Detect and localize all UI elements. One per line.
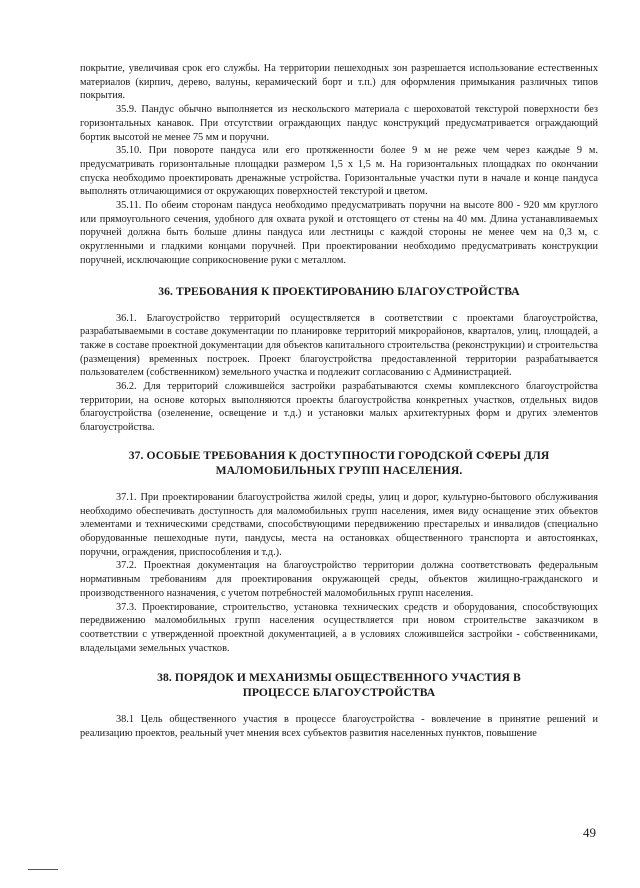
paragraph-38-1: 38.1 Цель общественного участия в процессе благоустройства - вовлечение в принятие решений и реализацию проектов, реальный учет мнения всех субъектов развития населенных пунктов, повышение (80, 714, 598, 740)
footer-divider (28, 869, 58, 870)
paragraph-37-1: 37.1. При проектировании благоустройства жилой среды, улиц и дорог, культурно-бытового обслуживания необходимо обеспечивать доступность для маломобильных групп населения, имея виду оснащение этих объектов элементами и техническими средствами, способствующими передвижению престарелых и инвалидов (специально оборудованные пешеходные пути, пандусы, места на остановках общественного транспорта и автостоянках, поручни, ограждения, приспособления и т.д.). (80, 491, 598, 558)
section-heading-37 (80, 448, 598, 478)
section-heading-38-line2: ПРОЦЕССЕ БЛАГОУСТРОЙСТВА (242, 686, 436, 700)
page-number: 49 (583, 825, 596, 840)
section-heading-38 (80, 670, 598, 700)
paragraph-35-9: 35.9. Пандус обычно выполняется из нескольского материала с шероховатой текстурой поверхности без горизонтальных канавок. При отсутствии ограждающих пандус конструкций предусматривается ограждающий бортик высотой не менее 75 мм и поручни. (80, 104, 598, 143)
paragraph-intro: покрытие, увеличивая срок его службы. На территории пешеходных зон разрешается использование естественных материалов (кирпич, дерево, валуны, керамический борт и т.п.) для оформления примыкания различных типов покрытия. (80, 63, 598, 102)
section-heading-36: 36. ТРЕБОВАНИЯ К ПРОЕКТИРОВАНИЮ БЛАГОУСТРОЙСТВА (158, 284, 520, 298)
section-heading-37-line1: 37. ОСОБЫЕ ТРЕБОВАНИЯ К ДОСТУПНОСТИ ГОРОДСКОЙ СФЕРЫ ДЛЯ (128, 448, 550, 462)
paragraph-37-2: 37.2. Проектная документация на благоустройство территории должна соответствовать федеральным нормативным требованиям для проектирования окружающей среды, объектов жилищно-гражданского и производственного назначения, с учетом потребностей маломобильных групп населения. (80, 560, 598, 599)
document-body (80, 62, 598, 741)
section-heading-37-line2: МАЛОМОБИЛЬНЫХ ГРУПП НАСЕЛЕНИЯ. (215, 463, 463, 477)
section-heading-38-line1: 38. ПОРЯДОК И МЕХАНИЗМЫ ОБЩЕСТВЕННОГО УЧАСТИЯ В (157, 671, 521, 685)
paragraph-37-3: 37.3. Проектирование, строительство, установка технических средств и оборудования, способствующих передвижению маломобильных групп населения осуществляется при новом строительстве заказчиком в соответствии с утвержденной проектной документацией, а в условиях сложившейся застройки - собственниками, владельцами земельных участков. (80, 601, 598, 654)
paragraph-35-10: 35.10. При повороте пандуса или его протяженности более 9 м не реже чем через каждые 9 м. предусматривать горизонтальные площадки размером 1,5 х 1,5 м. На горизонтальных площадках по окончании спуска необходимо проектировать дренажные устройства. Горизонтальные участки пути в начале и конце пандуса выполнять отличающимися от окружающих поверхностей текстурой и цветом. (80, 145, 598, 198)
paragraph-36-1: 36.1. Благоустройство территорий осуществляется в соответствии с проектами благоустройства, разрабатываемыми в составе документации по планировке территорий микрорайонов, кварталов, улиц, площадей, а также в составе проектной документации для объектов капитального строительства (реконструкции) и строительства (размещения) временных построек. Проект благоустройства предоставленной территории разрабатывается пользователем (собственником) земельного участка и подлежит согласованию с Администрацией. (80, 312, 598, 379)
paragraph-35-11: 35.11. По обеим сторонам пандуса необходимо предусматривать поручни на высоте 800 - 920 мм круглого или прямоугольного сечения, удобного для охвата рукой и отстоящего от стены на 40 мм. Длина устанавливаемых поручней должна быть больше длины пандуса или лестницы с каждой стороны не менее чем на 0,3 м, с округленными и гладкими концами поручней. При проектировании необходимо предусматривать конструкции поручней, исключающие соприкосновение руки с металлом. (80, 200, 598, 266)
paragraph-36-2: 36.2. Для территорий сложившейся застройки разрабатываются схемы комплексного благоустройства территории, на основе которых выполняются проекты благоустройства конкретных участков, отдельных видов благоустройства (озеленение, освещение и т.д.) и установки малых архитектурных форм и других элементов благоустройства. (80, 381, 598, 434)
